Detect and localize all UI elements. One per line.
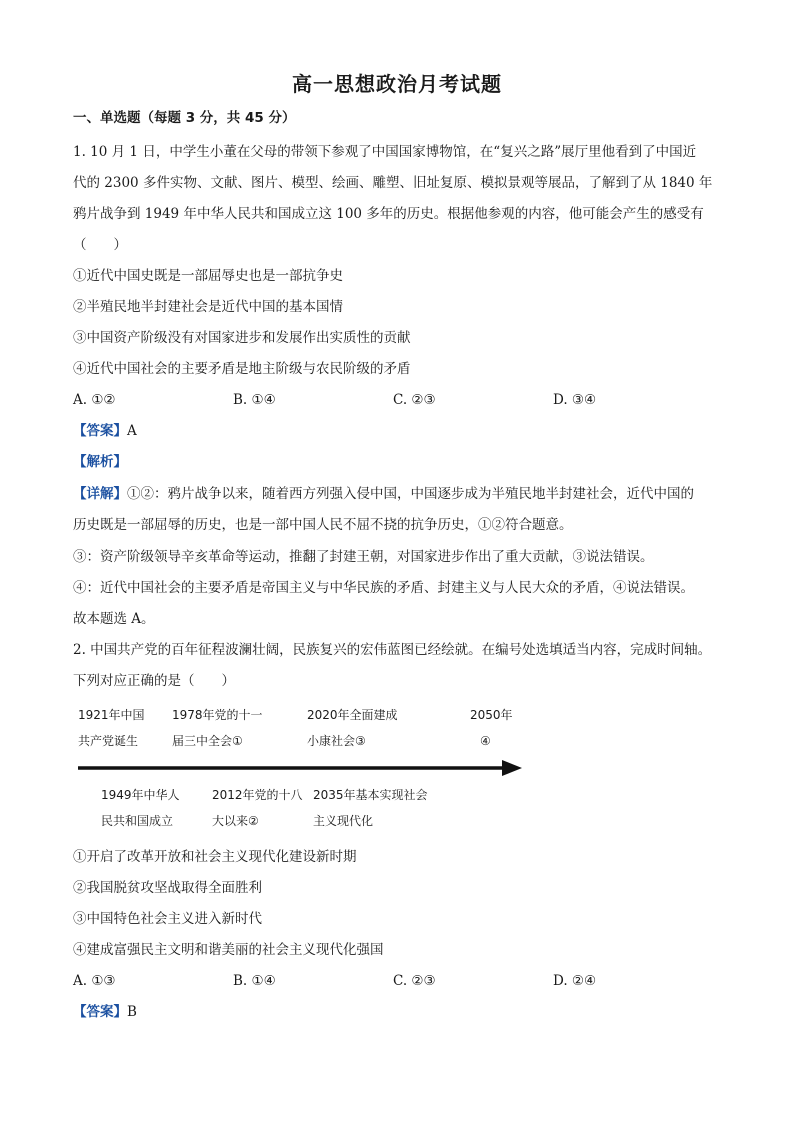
timeline-label: 小康社会③ xyxy=(307,734,366,748)
q1-answer: A xyxy=(127,423,137,439)
q1-stem-line: 1. 10 月 1 日，中学生小董在父母的带领下参观了中国国家博物馆，在“复兴之路”展厅里他看到了中国近 xyxy=(73,144,697,160)
q2-statement: ④建成富强民主文明和谐美丽的社会主义现代化强国 xyxy=(73,942,384,958)
answer-tag: 【答案】 xyxy=(73,423,127,439)
detail-tag: 【详解】 xyxy=(73,486,127,502)
q1-statement: ④近代中国社会的主要矛盾是地主阶级与农民阶级的矛盾 xyxy=(73,361,411,377)
q1-answer-line xyxy=(73,421,137,441)
q2-statement: ③中国特色社会主义进入新时代 xyxy=(73,911,262,927)
q2-answer-line xyxy=(73,1002,137,1022)
q2-option-c: C. ②③ xyxy=(393,973,436,989)
analysis-tag: 【解析】 xyxy=(73,454,127,470)
q1-explanation-line: ③：资产阶级领导辛亥革命等运动，推翻了封建王朝，对国家进步作出了重大贡献，③说法错误。 xyxy=(73,549,654,565)
timeline-label: 1978年党的十一 xyxy=(172,708,263,722)
q1-statement: ③中国资产阶级没有对国家进步和发展作出实质性的贡献 xyxy=(73,330,411,346)
timeline-arrow xyxy=(78,758,524,778)
q2-statement: ①开启了改革开放和社会主义现代化建设新时期 xyxy=(73,849,357,865)
q1-option-b: B. ①④ xyxy=(233,392,276,408)
q2-option-d: D. ②④ xyxy=(553,973,597,989)
page-title: 高一思想政治月考试题 xyxy=(292,72,502,96)
q2-statement: ②我国脱贫攻坚战取得全面胜利 xyxy=(73,880,262,896)
q2-option-a: A. ①③ xyxy=(73,973,116,989)
q1-analysis-tag xyxy=(73,452,127,472)
q1-explanation-line: ④：近代中国社会的主要矛盾是帝国主义与中华民族的矛盾、封建主义与人民大众的矛盾，④说法错误。 xyxy=(73,580,694,596)
q1-stem-line: 代的 2300 多件实物、文献、图片、模型、绘画、雕塑、旧址复原、模拟景观等展品，了解到了从 1840 年 xyxy=(73,175,713,191)
timeline-label: 2020年全面建成 xyxy=(307,708,398,722)
q1-statement: ①近代中国史既是一部屈辱史也是一部抗争史 xyxy=(73,268,343,284)
q1-stem-line: （ ） xyxy=(73,237,127,253)
timeline-label: ④ xyxy=(480,734,491,748)
q1-explanation-line xyxy=(73,484,694,504)
section-heading: 一、单选题（每题 3 分，共 45 分） xyxy=(73,110,296,126)
q1-option-d: D. ③④ xyxy=(553,392,597,408)
timeline-label: 主义现代化 xyxy=(313,814,374,828)
q1-stem-line: 鸦片战争到 1949 年中华人民共和国成立这 100 多年的历史。根据他参观的内容，他可能会产生的感受有 xyxy=(73,206,704,222)
q1-explanation-line: 故本题选 A。 xyxy=(73,611,155,627)
q1-explanation-text: ①②：鸦片战争以来，随着西方列强入侵中国，中国逐步成为半殖民地半封建社会，近代中国的 xyxy=(127,486,694,502)
q2-answer: B xyxy=(127,1004,137,1020)
timeline-label: 2035年基本实现社会 xyxy=(313,788,428,802)
timeline-label: 2050年 xyxy=(470,708,513,722)
q2-stem-line: 2. 中国共产党的百年征程波澜壮阔，民族复兴的宏伟蓝图已经绘就。在编号处选填适当内容，完成时间轴。 xyxy=(73,642,712,658)
arrow-head-icon xyxy=(502,760,522,776)
timeline-label: 共产党诞生 xyxy=(78,734,139,748)
timeline-label: 大以来② xyxy=(212,814,259,828)
timeline-label: 1949年中华人 xyxy=(101,788,180,802)
answer-tag: 【答案】 xyxy=(73,1004,127,1020)
q1-statement: ②半殖民地半封建社会是近代中国的基本国情 xyxy=(73,299,343,315)
q1-option-a: A. ①② xyxy=(73,392,116,408)
timeline-label: 1921年中国 xyxy=(78,708,145,722)
timeline-label: 民共和国成立 xyxy=(101,814,174,828)
q2-stem-line: 下列对应正确的是（ ） xyxy=(73,673,235,689)
q1-explanation-line: 历史既是一部屈辱的历史，也是一部中国人民不屈不挠的抗争历史，①②符合题意。 xyxy=(73,517,573,533)
timeline-label: 2012年党的十八 xyxy=(212,788,303,802)
timeline-label: 届三中全会① xyxy=(172,734,243,748)
q1-option-c: C. ②③ xyxy=(393,392,436,408)
q2-option-b: B. ①④ xyxy=(233,973,276,989)
